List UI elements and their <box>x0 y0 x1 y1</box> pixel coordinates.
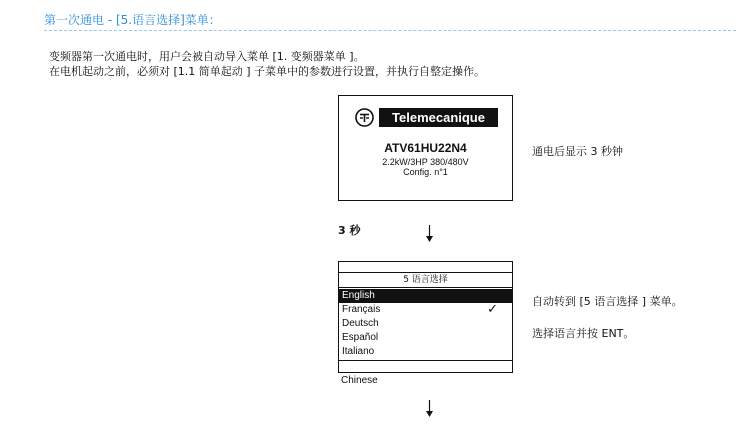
arrow-down-icon <box>425 225 434 243</box>
config-number: Config. n°1 <box>403 167 448 177</box>
startup-display <box>338 95 513 201</box>
startup-note: 通电后显示 3 秒钟 <box>532 145 623 158</box>
title-divider <box>44 30 736 31</box>
power-rating: 2.2kW/3HP 380/480V <box>382 157 469 167</box>
menu-header: 5 语言选择 <box>339 272 512 288</box>
section-title: 第一次通电 - [5.语言选择]菜单： <box>44 13 221 27</box>
language-option-deutsch[interactable]: Deutsch <box>342 318 379 329</box>
language-option-italiano[interactable]: Italiano <box>342 346 375 357</box>
language-option-francais[interactable] <box>339 303 512 317</box>
language-note-2: 选择语言并按 ENT。 <box>532 327 635 340</box>
language-option-chinese[interactable]: Chinese <box>341 375 378 386</box>
language-label: Français <box>342 304 381 315</box>
intro-line-2: 在电机起动之前，必须对 [1.1 简单起动 ] 子菜单中的参数进行设置，并执行自整定操作。 <box>49 65 486 78</box>
telemecanique-logo-icon <box>355 108 374 127</box>
brand-logo <box>355 108 498 127</box>
list-divider <box>339 360 512 361</box>
checkmark-icon: ✓ <box>487 302 498 317</box>
language-option-espanol[interactable]: Español <box>342 332 379 343</box>
delay-label: 3 秒 <box>338 224 361 237</box>
language-menu-display <box>338 261 513 373</box>
intro-line-1: 变频器第一次通电时，用户会被自动导入菜单 [1. 变频器菜单 ]。 <box>49 50 365 63</box>
language-note-1: 自动转到 [5 语言选择 ] 菜单。 <box>532 295 683 308</box>
brand-name: Telemecanique <box>379 108 498 127</box>
language-option-english[interactable]: English <box>339 289 512 303</box>
model-number: ATV61HU22N4 <box>384 141 467 155</box>
arrow-down-icon <box>425 400 434 418</box>
